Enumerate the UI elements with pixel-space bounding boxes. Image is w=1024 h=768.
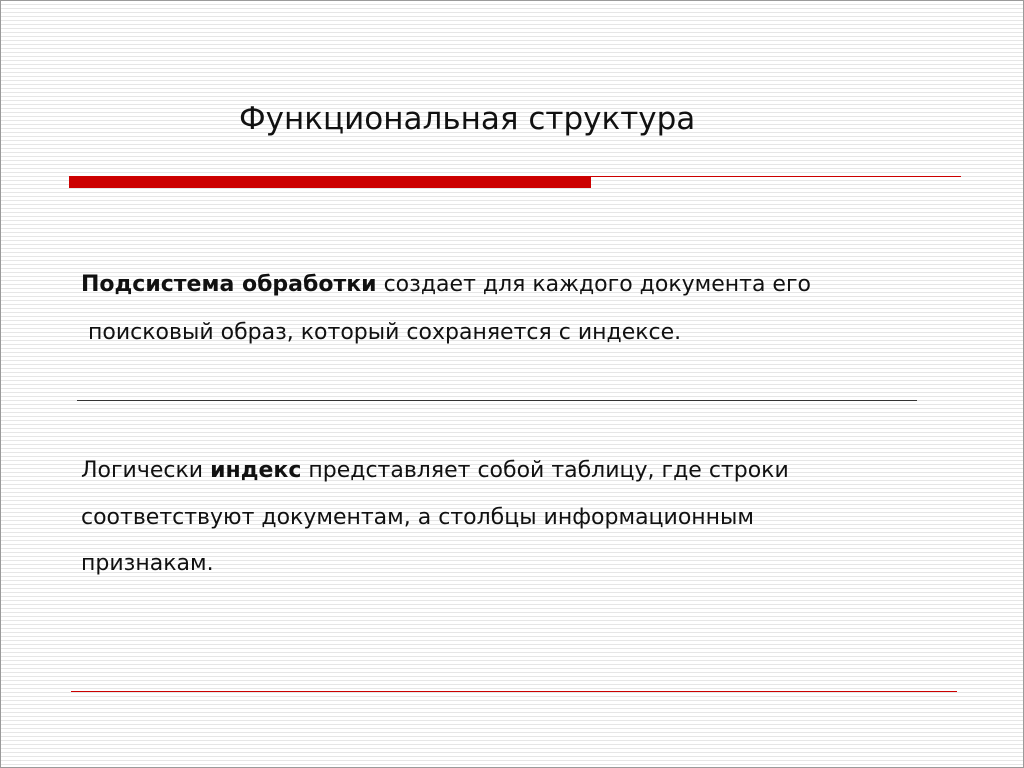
- paragraph-2-line-1-start: Логически: [81, 458, 211, 483]
- index-term: индекс: [210, 458, 302, 483]
- paragraph-2-line-1-text: представляет собой таблицу, где строки: [301, 458, 789, 483]
- paragraph-1-line-1-text: создает для каждого документа его: [376, 272, 811, 297]
- paragraph-2-line-3: признакам.: [81, 551, 214, 576]
- slide-title: Функциональная структура: [239, 101, 696, 137]
- paragraph-1-line-1: [81, 272, 811, 297]
- paragraph-2-line-2: соответствуют документам, а столбцы информационным: [81, 505, 755, 530]
- paragraph-2-line-1: [81, 458, 789, 483]
- title-accent-bar: [69, 176, 591, 188]
- footer-accent-line: [71, 691, 957, 692]
- processing-subsystem-term: Подсистема обработки: [81, 272, 377, 297]
- paragraph-1-line-2: поисковый образ, который сохраняется с индексе.: [88, 320, 682, 345]
- title-accent-line: [591, 176, 961, 177]
- section-divider: [77, 400, 917, 401]
